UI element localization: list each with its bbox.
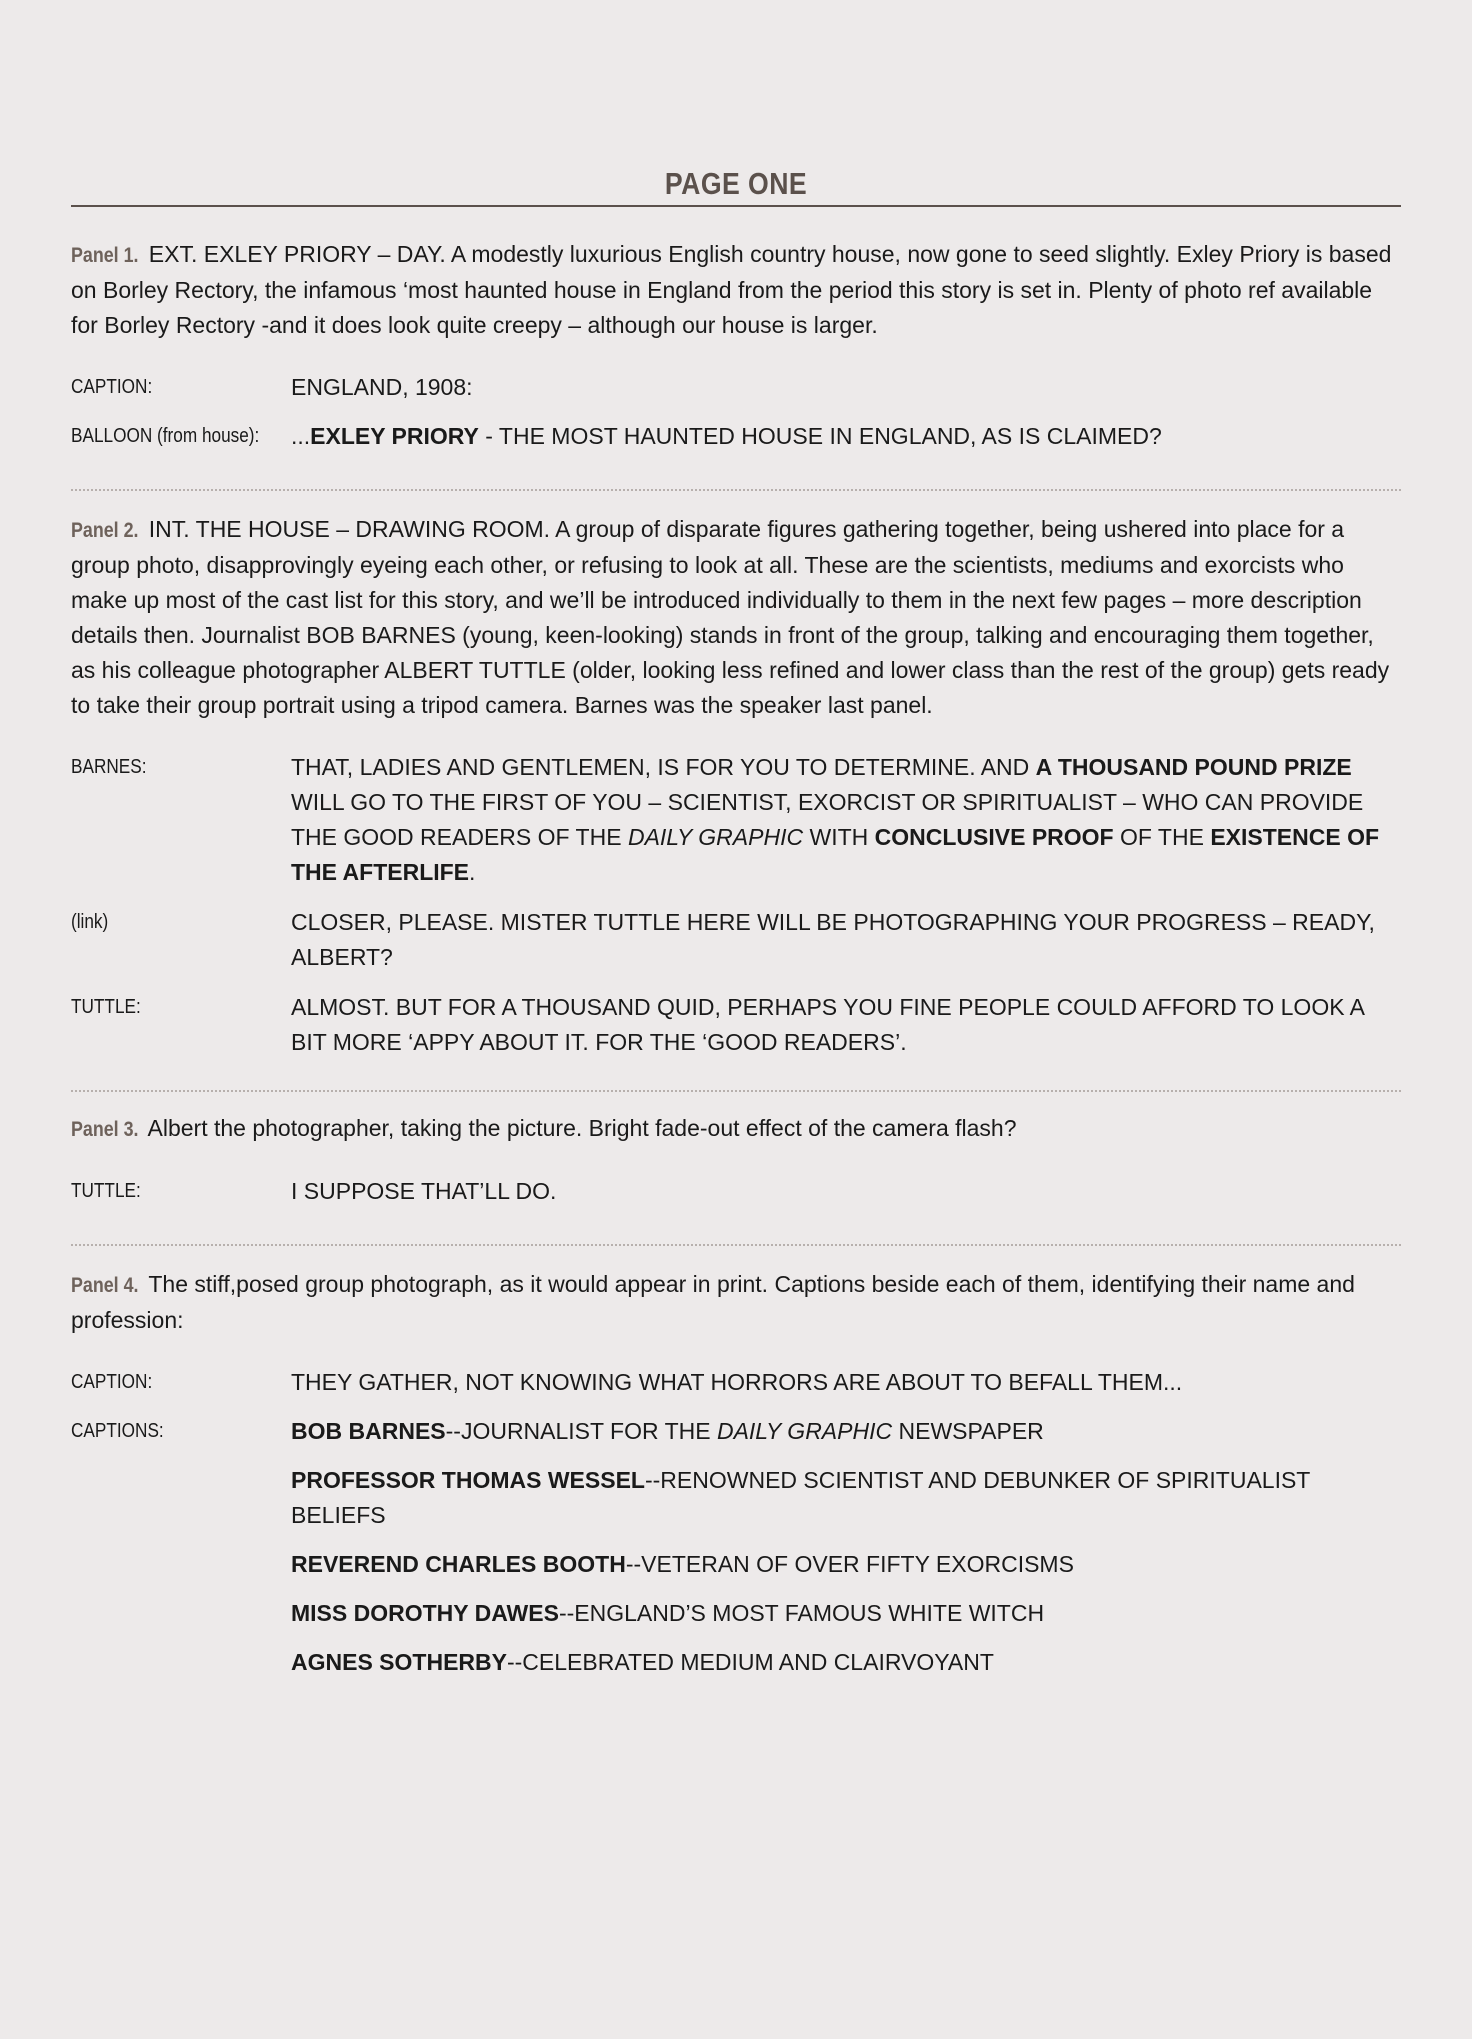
panel-2-text: INT. THE HOUSE – DRAWING ROOM. A group of disparate figures gathering together, being ushered into place for a group photo, disapprovingly eyeing each other, or refusing to look at all. These are the scientists, mediums and exorcists who make up most of the cast list for this story, and we’ll be introduced individually to them in the next few pages – more description details then. Journalist BOB BARNES (young, keen-looking) stands in front of the group, talking and encouraging them together, as his colleague photographer ALBERT TUTTLE (older, looking less refined and lower class than the rest of the group) gets ready to take their group portrait using a tripod camera. Barnes was the speaker last panel.	[71, 516, 1390, 718]
panel-3-description	[71, 1111, 1401, 1147]
caption-list	[291, 1414, 1401, 1680]
caption-text: --RENOWNED SCIENTIST AND DEBUNKER OF SPIRITUALIST BELIEFS	[291, 1467, 1310, 1528]
dialogue-text: ALMOST. BUT FOR A THOUSAND QUID, PERHAPS YOU FINE PEOPLE COULD AFFORD TO LOOK A BIT MORE ‘APPY ABOUT IT. FOR THE ‘GOOD READERS’.	[291, 994, 1364, 1055]
panel-4	[71, 1267, 1401, 1680]
caption-item	[291, 1596, 1401, 1631]
dialogue-line	[71, 1365, 1401, 1400]
caption-name: REVEREND CHARLES BOOTH	[291, 1551, 626, 1577]
panel-4-text: The stiff,posed group photograph, as it would appear in print. Captions beside each of them, identifying their name and profession:	[71, 1271, 1355, 1333]
caption-item	[291, 1463, 1401, 1533]
panel-2-label: Panel 2.	[71, 519, 139, 542]
panel-separator	[71, 489, 1401, 491]
panel-1-description	[71, 237, 1401, 343]
dialogue-line	[71, 1414, 1401, 1680]
caption-item	[291, 1414, 1401, 1449]
text-fragment: OF THE	[1113, 824, 1211, 850]
caption-text: --ENGLAND’S MOST FAMOUS WHITE WITCH	[558, 1600, 1045, 1626]
bold-fragment: EXLEY PRIORY	[310, 423, 479, 449]
text-fragment: WITH	[803, 824, 875, 850]
dialogue-line	[71, 370, 1401, 405]
dialogue-line	[71, 419, 1401, 454]
caption-name: BOB BARNES	[291, 1418, 446, 1444]
bold-fragment: A THOUSAND POUND PRIZE	[1035, 754, 1352, 780]
speaker-label: BARNES:	[71, 756, 147, 778]
text-fragment: ...	[291, 423, 311, 449]
panel-2-description	[71, 512, 1401, 723]
dialogue-line	[71, 750, 1401, 890]
dialogue-line	[71, 905, 1401, 975]
panel-2	[71, 512, 1401, 1060]
caption-text: --CELEBRATED MEDIUM AND CLAIRVOYANT	[506, 1649, 994, 1675]
bold-fragment: CONCLUSIVE PROOF	[874, 824, 1114, 850]
panel-1	[71, 237, 1401, 454]
bold-fragment: EXISTENCE OF THE AFTERLIFE	[291, 824, 1380, 885]
caption-name: MISS DOROTHY DAWES	[291, 1600, 559, 1626]
title-rule	[71, 205, 1401, 207]
panel-1-label: Panel 1.	[71, 244, 139, 267]
text-fragment: --JOURNALIST FOR THE	[445, 1418, 717, 1444]
page-title: PAGE ONE	[664, 166, 808, 201]
speaker-label: (link)	[71, 911, 109, 933]
dialogue-line	[71, 990, 1401, 1060]
panel-3	[71, 1111, 1401, 1209]
italic-fragment: DAILY GRAPHIC	[627, 824, 804, 850]
caption-text: --VETERAN OF OVER FIFTY EXORCISMS	[625, 1551, 1074, 1577]
speaker-label: TUTTLE:	[71, 996, 141, 1018]
page-header	[71, 0, 1401, 207]
dialogue-text: I SUPPOSE THAT’LL DO.	[291, 1178, 557, 1204]
caption-name: PROFESSOR THOMAS WESSEL	[291, 1467, 645, 1493]
panel-3-text: Albert the photographer, taking the picture. Bright fade-out effect of the camera flash?	[147, 1115, 1017, 1141]
panel-4-label: Panel 4.	[71, 1274, 139, 1297]
speaker-label: CAPTIONS:	[71, 1420, 164, 1442]
text-fragment: NEWSPAPER	[892, 1418, 1044, 1444]
speaker-label: TUTTLE:	[71, 1180, 141, 1202]
dialogue-text	[291, 419, 1401, 454]
dialogue-text	[291, 750, 1401, 890]
dialogue-text: CLOSER, PLEASE. MISTER TUTTLE HERE WILL BE PHOTOGRAPHING YOUR PROGRESS – READY, ALBERT?	[291, 909, 1375, 970]
text-fragment: WILL GO TO THE FIRST OF YOU – SCIENTIST, EXORCIST OR SPIRITUALIST – WHO CAN PROVIDE THE GOOD READERS OF THE	[291, 789, 1364, 850]
dialogue-line	[71, 1174, 1401, 1209]
dialogue-text: THEY GATHER, NOT KNOWING WHAT HORRORS ARE ABOUT TO BEFALL THEM...	[291, 1369, 1183, 1395]
dialogue-text: ENGLAND, 1908:	[291, 374, 473, 400]
text-fragment: - THE MOST HAUNTED HOUSE IN ENGLAND, AS IS CLAIMED?	[478, 423, 1162, 449]
caption-item	[291, 1547, 1401, 1582]
panel-separator	[71, 1090, 1401, 1092]
speaker-label: CAPTION:	[71, 1371, 153, 1393]
caption-item	[291, 1645, 1401, 1680]
panel-separator	[71, 1244, 1401, 1246]
panel-4-description	[71, 1267, 1401, 1338]
text-fragment: .	[469, 859, 476, 885]
panel-3-label: Panel 3.	[71, 1118, 139, 1141]
italic-fragment: DAILY GRAPHIC	[716, 1418, 893, 1444]
panel-1-text: EXT. EXLEY PRIORY – DAY. A modestly luxurious English country house, now gone to seed slightly. Exley Priory is based on Borley Rectory, the infamous ‘most haunted house in England from the period this story is set in. Plenty of photo ref available for Borley Rectory -and it does look quite creepy – although our house is larger.	[71, 241, 1392, 338]
caption-name: AGNES SOTHERBY	[291, 1649, 507, 1675]
speaker-label: CAPTION:	[71, 376, 153, 398]
speaker-label: BALLOON (from house):	[71, 425, 260, 447]
text-fragment: THAT, LADIES AND GENTLEMEN, IS FOR YOU TO DETERMINE. AND	[291, 754, 1036, 780]
